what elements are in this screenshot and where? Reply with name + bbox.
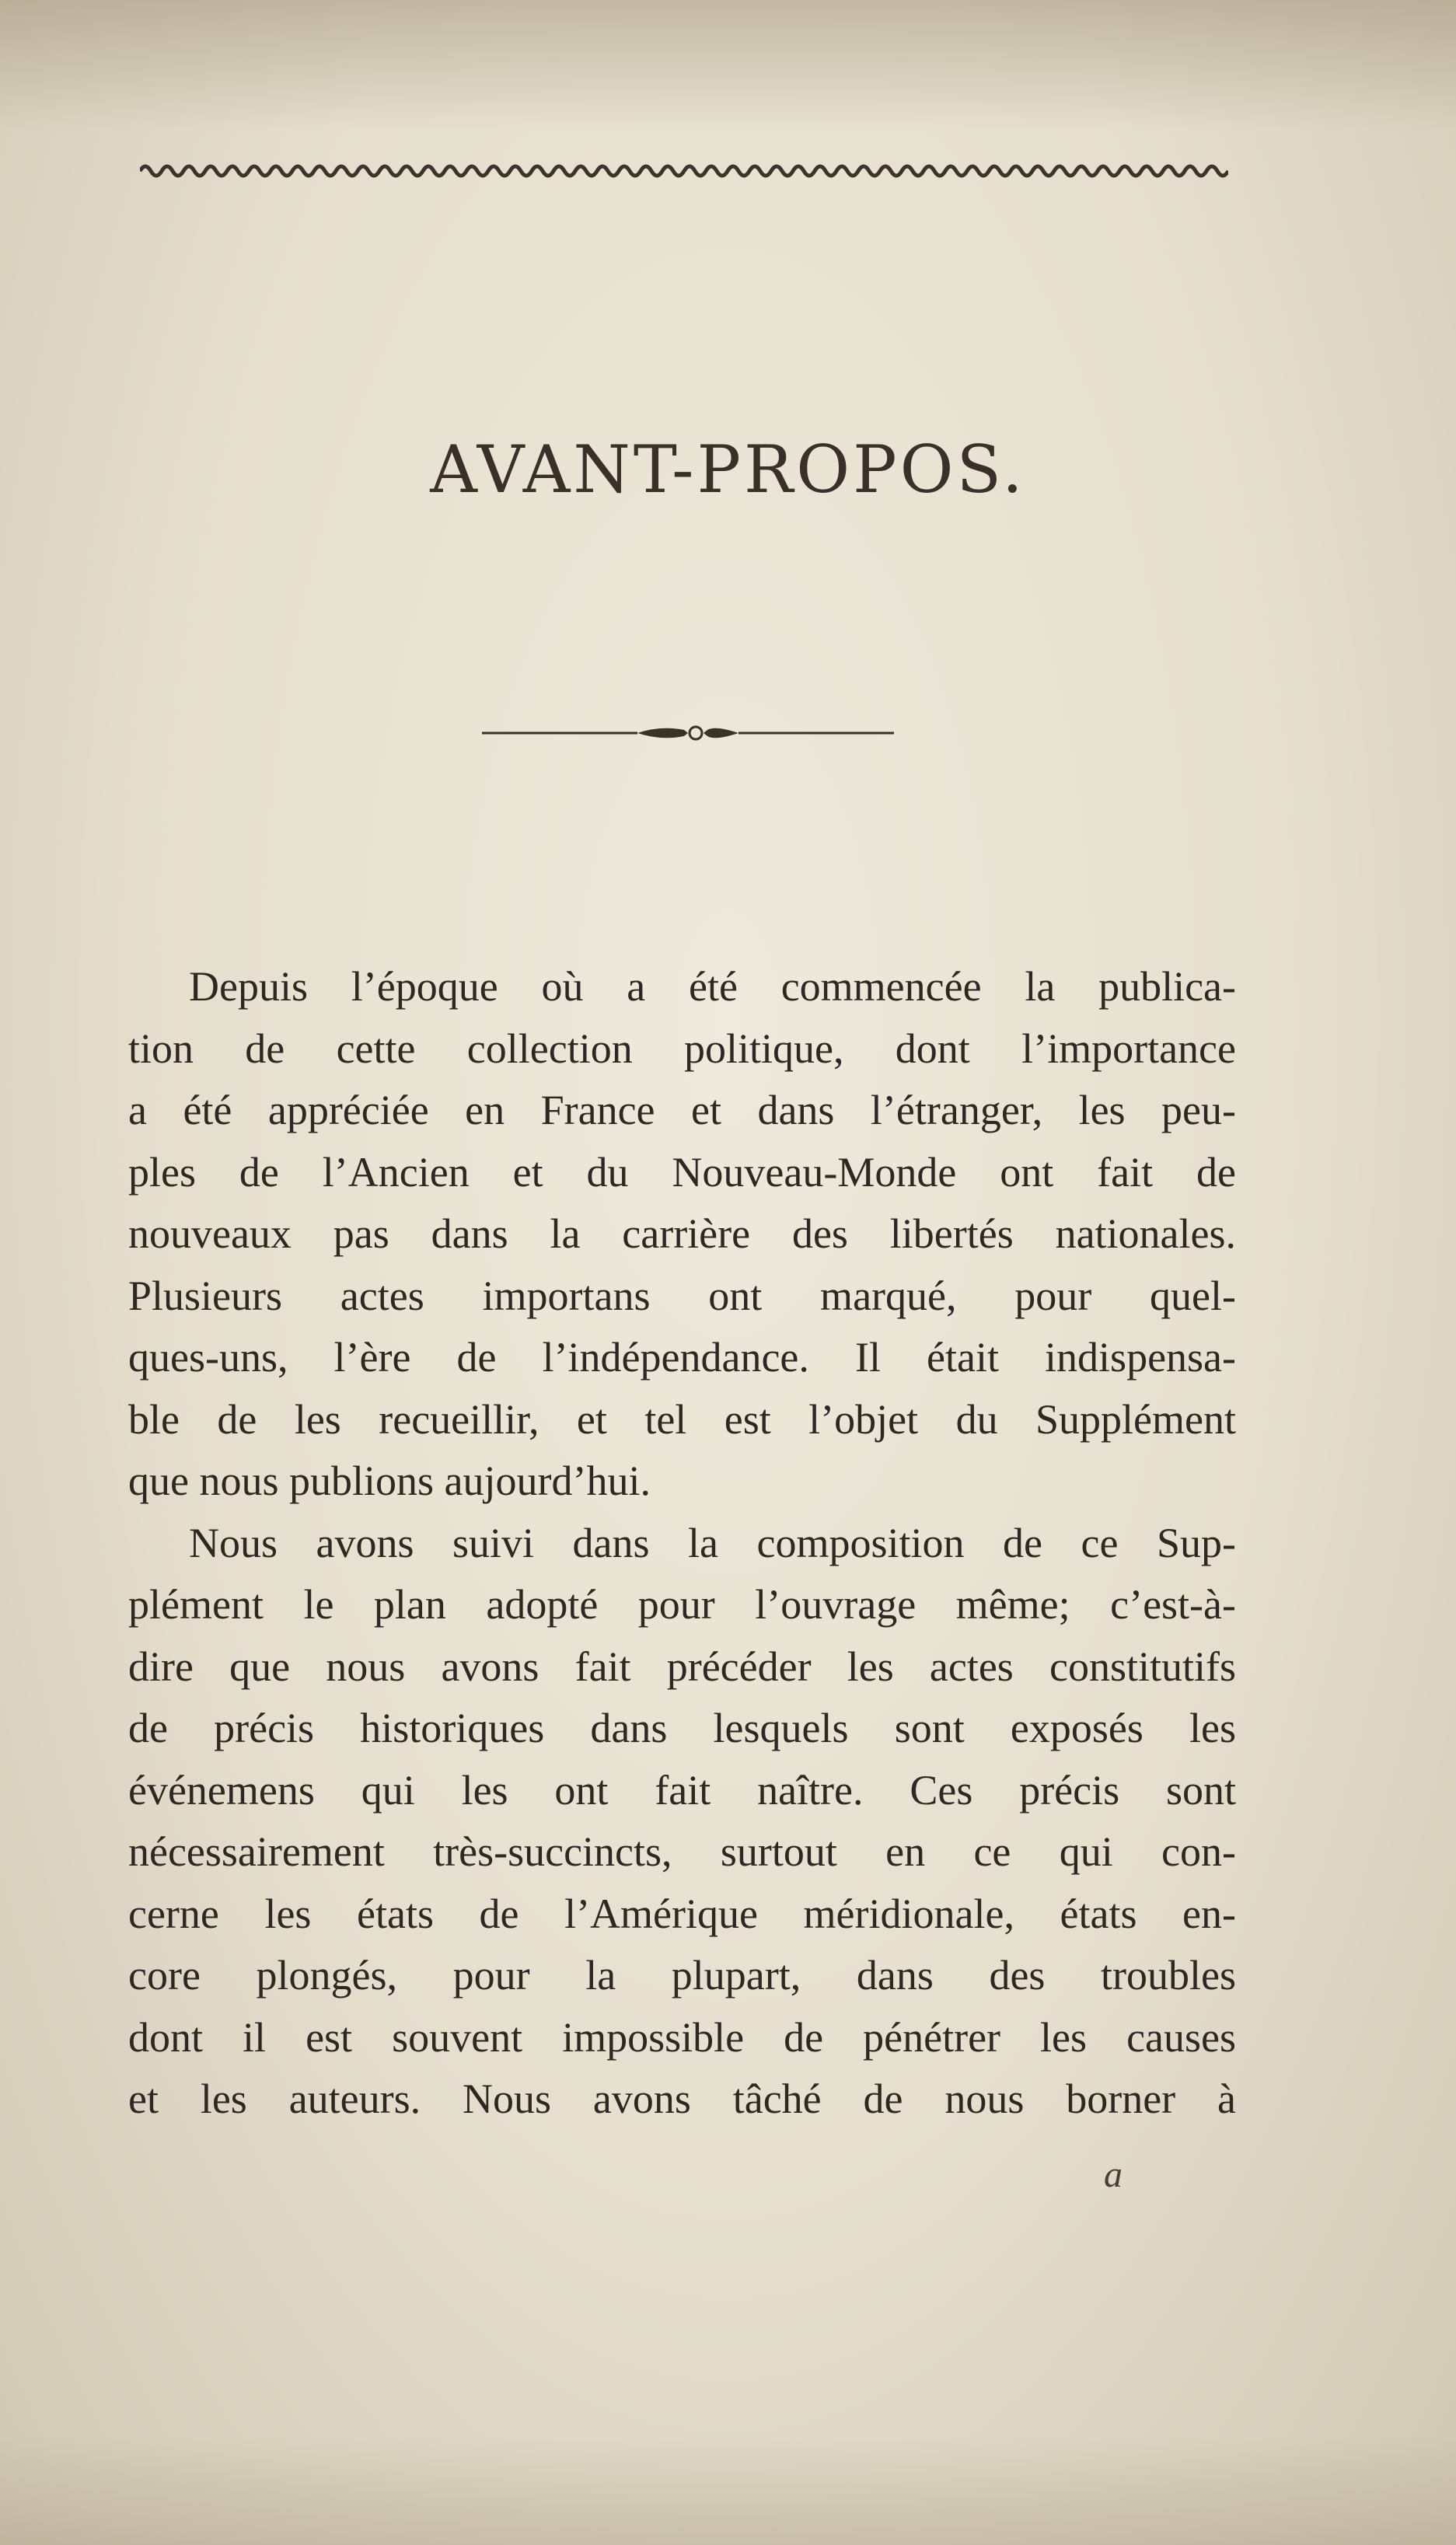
text-line: ble de les recueillir, et tel est l’objet du Supplément — [128, 1395, 1236, 1443]
text-line: dire que nous avons fait précéder les actes constitutifs — [128, 1643, 1236, 1690]
text-line: a été appréciée en France et dans l’étranger, les peu- — [128, 1087, 1236, 1133]
text-line: nouveaux pas dans la carrière des libertés nationales. — [128, 1210, 1236, 1257]
text-line: tion de cette collection politique, dont l’importance — [128, 1025, 1236, 1072]
text-line: Plusieurs actes importans ont marqué, pour quel- — [128, 1272, 1236, 1319]
text-line: ques-uns, l’ère de l’indépendance. Il était indispensa- — [128, 1334, 1236, 1381]
text-line: événemens qui les ont fait naître. Ces précis sont — [128, 1766, 1236, 1814]
text-line: ples de l’Ancien et du Nouveau-Monde ont fait de — [128, 1148, 1236, 1196]
page-title: AVANT-PROPOS. — [430, 431, 1026, 508]
text-line: Depuis l’époque où a été commencée la publica- — [189, 963, 1236, 1010]
paragraph-1 — [128, 956, 1236, 1513]
text-line: de précis historiques dans lesquels sont exposés les — [128, 1705, 1236, 1751]
text-line: cerne les états de l’Amérique méridionale, états en- — [128, 1890, 1236, 1937]
text-line: dont il est souvent impossible de pénétrer les causes — [128, 2013, 1236, 2061]
text-line: plément le plan adopté pour l’ouvrage même; c’est-à- — [128, 1581, 1236, 1628]
text-line: Nous avons suivi dans la composition de ce Sup- — [189, 1519, 1236, 1566]
signature-mark: a — [1104, 2154, 1123, 2195]
text-line: et les auteurs. Nous avons tâché de nous borner à — [128, 2075, 1236, 2122]
paragraph-2 — [128, 1513, 1236, 2131]
top-ornamental-rule — [140, 155, 1228, 187]
body-text — [128, 956, 1236, 2131]
text-line: nécessairement très-succincts, surtout en ce qui con- — [128, 1828, 1236, 1875]
text-line: core plongés, pour la plupart, dans des troubles — [128, 1952, 1236, 1999]
text-line: que nous publions aujourd’hui. — [128, 1458, 651, 1504]
title-divider-ornament — [482, 719, 894, 747]
